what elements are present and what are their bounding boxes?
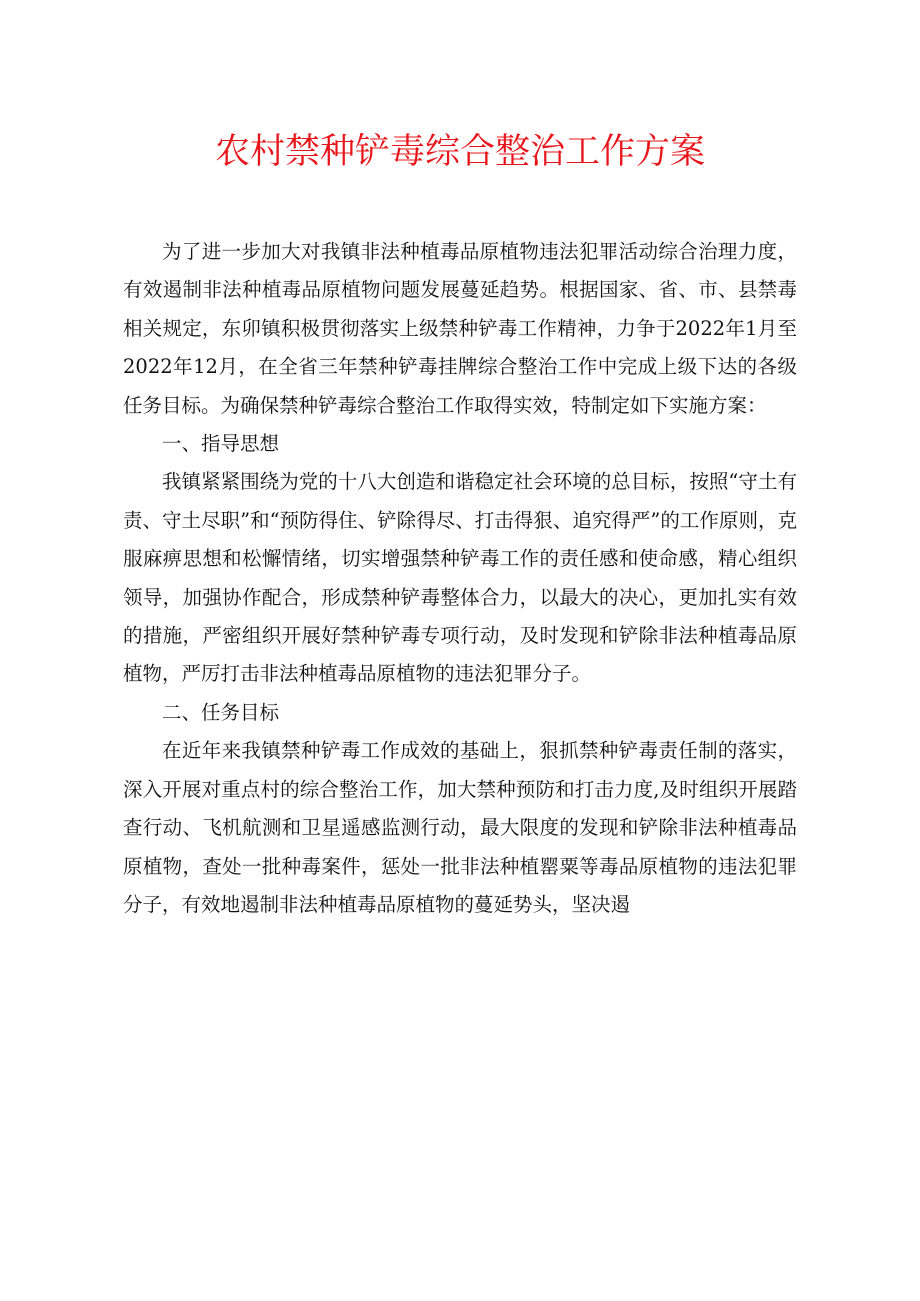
document-title: 农村禁种铲毒综合整治工作方案 <box>214 132 705 172</box>
document-body <box>123 233 797 924</box>
section-paragraph-task-goals: 在近年来我镇禁种铲毒工作成效的基础上，狠抓禁种铲毒责任制的落实，深入开展对重点村的综合整治工作，加大禁种预防和打击力度,及时组织开展踏查行动、飞机航测和卫星遥感监测行动，最大限度的发现和铲除非法种植毒品原植物，查处一批种毒案件，惩处一批非法种植罂粟等毒品原植物的违法犯罪分子，有效地遏制非法种植毒品原植物的蔓延势头，坚决遏 <box>123 739 797 916</box>
section-heading-task-goals: 二、任务目标 <box>162 700 280 724</box>
section-paragraph-guiding-thought: 我镇紧紧围绕为党的十八大创造和谐稳定社会环境的总目标，按照“守土有责、守土尽职”和“预防得住、铲除得尽、打击得狠、追究得严”的工作原则，克服麻痹思想和松懈情绪，切实增强禁种铲毒工作的责任感和使命感，精心组织领导，加强协作配合，形成禁种铲毒整体合力，以最大的决心，更加扎实有效的措施，严密组织开展好禁种铲毒专项行动，及时发现和铲除非法种植毒品原植物，严厉打击非法种植毒品原植物的违法犯罪分子。 <box>123 470 797 686</box>
intro-paragraph: 为了进一步加大对我镇非法种植毒品原植物违法犯罪活动综合治理力度，有效遏制非法种植毒品原植物问题发展蔓延趋势。根据国家、省、市、县禁毒相关规定，东卯镇积极贯彻落实上级禁种铲毒工作精神，力争于2022年1月至2022年12月，在全省三年禁种铲毒挂牌综合整治工作中完成上级下达的各级任务目标。为确保禁种铲毒综合整治工作取得实效，特制定如下实施方案： <box>123 240 797 417</box>
section-heading-guiding-thought: 一、指导思想 <box>162 432 280 456</box>
